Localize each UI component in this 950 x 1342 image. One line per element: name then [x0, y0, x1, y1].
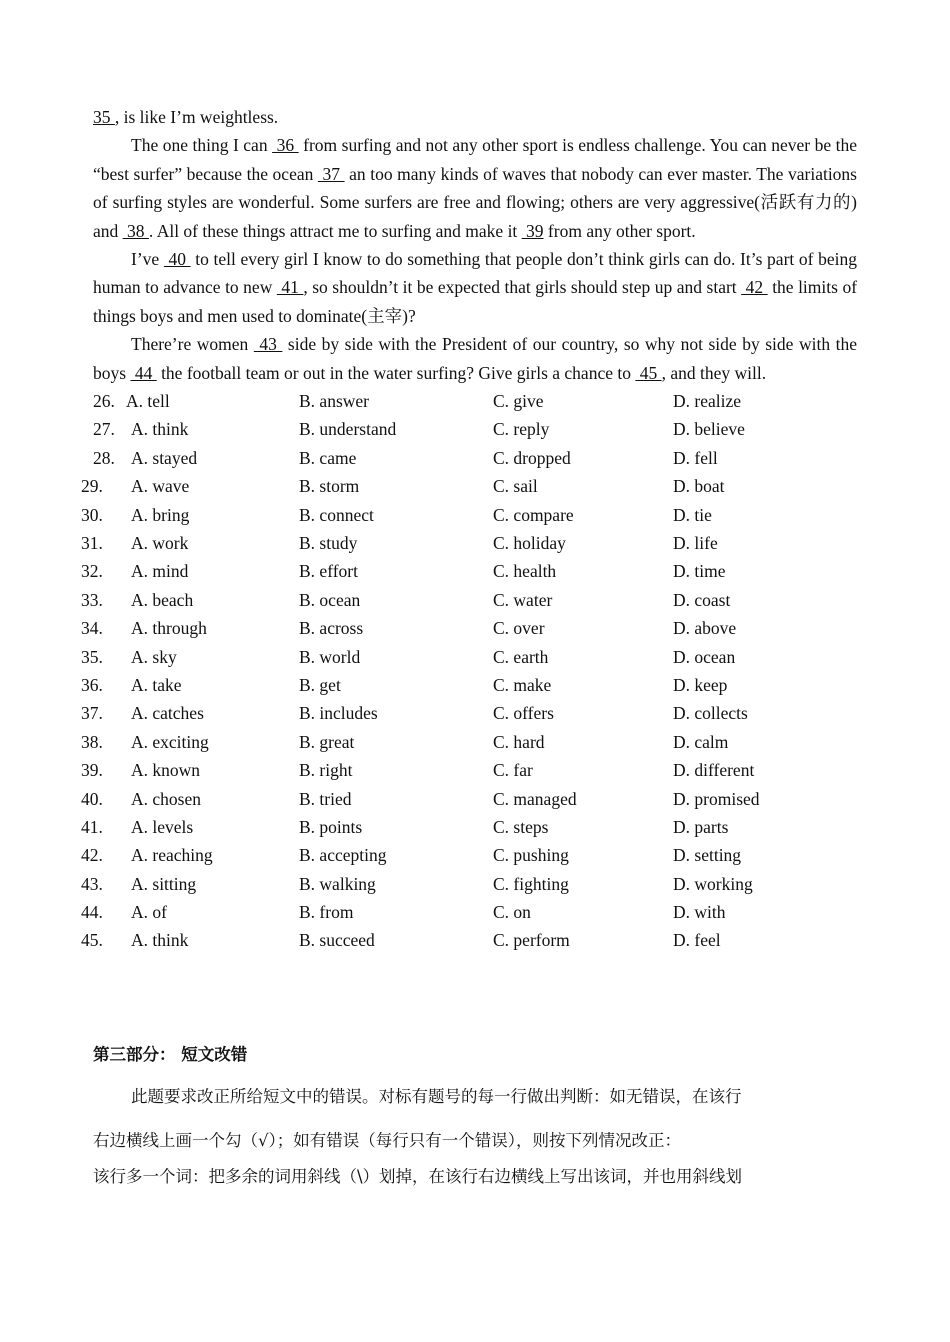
- option-d: D. believe: [673, 419, 745, 440]
- option-b: B. points: [299, 816, 363, 837]
- paragraph-text: I’ve: [131, 249, 164, 270]
- option-row: [81, 529, 857, 557]
- option-b: B. great: [299, 731, 355, 752]
- passage-area: [81, 103, 858, 955]
- option-c: C. offers: [493, 703, 554, 724]
- paragraph-1: [93, 103, 857, 131]
- option-d: D. collects: [673, 703, 748, 724]
- paragraph-text: the football team or out in the water surfing? Give girls a chance to: [156, 362, 636, 383]
- option-c: C. over: [493, 618, 545, 639]
- blank-42: 42: [741, 277, 768, 298]
- option-c: C. fighting: [493, 873, 569, 894]
- options-list: [81, 387, 857, 955]
- option-b: B. includes: [299, 703, 378, 724]
- blank-36: 36: [272, 135, 299, 156]
- instruction-line: 该行多一个词：把多余的词用斜线（\）划掉，在该行右边横线上写出该词，并也用斜线划: [93, 1167, 743, 1186]
- question-number: 43.: [81, 873, 103, 894]
- paragraph-text: There’re women: [131, 334, 254, 355]
- option-d: D. realize: [673, 391, 742, 412]
- option-c: C. holiday: [493, 533, 566, 554]
- option-a: A. through: [131, 618, 207, 639]
- option-a: A. think: [131, 930, 189, 951]
- question-number: 39.: [81, 760, 103, 781]
- option-row: [81, 586, 857, 614]
- option-c: C. water: [493, 589, 553, 610]
- option-c: C. on: [493, 902, 531, 923]
- question-number: 45.: [81, 930, 103, 951]
- option-b: B. world: [299, 646, 361, 667]
- option-c: C. compare: [493, 504, 574, 525]
- option-b: B. tried: [299, 788, 352, 809]
- option-b: B. understand: [299, 419, 397, 440]
- option-d: D. fell: [673, 447, 718, 468]
- option-a: A. take: [131, 674, 182, 695]
- blank-41: 41: [276, 277, 304, 298]
- paragraph-text: from any other sport.: [543, 220, 696, 241]
- option-row: [81, 756, 857, 784]
- question-number: 27.: [93, 419, 115, 440]
- question-number: 42.: [81, 845, 103, 866]
- blank-39: 39: [521, 220, 544, 241]
- option-a: A. sitting: [131, 873, 197, 894]
- option-d: D. working: [673, 873, 753, 894]
- option-row: [81, 643, 857, 671]
- option-b: B. connect: [299, 504, 374, 525]
- option-row: [93, 444, 857, 472]
- question-number: 30.: [81, 504, 103, 525]
- option-b: B. effort: [299, 561, 358, 582]
- option-b: B. ocean: [299, 589, 361, 610]
- option-row: [81, 671, 857, 699]
- option-row: [93, 387, 857, 415]
- blank-40: 40: [163, 249, 191, 270]
- question-number: 33.: [81, 589, 103, 610]
- option-d: D. calm: [673, 731, 729, 752]
- question-number: 38.: [81, 731, 103, 752]
- option-d: D. keep: [673, 674, 728, 695]
- option-a: A. levels: [131, 816, 194, 837]
- option-row: [81, 926, 857, 954]
- option-a: A. stayed: [131, 447, 198, 468]
- paragraph-text: , and they will.: [661, 362, 767, 383]
- option-c: C. far: [493, 760, 533, 781]
- option-d: D. setting: [673, 845, 742, 866]
- paragraph-text: , so shouldn’t it be expected that girls should step up and start: [303, 277, 742, 298]
- paragraph-3: [93, 245, 857, 330]
- option-d: D. above: [673, 618, 737, 639]
- option-row: [81, 785, 857, 813]
- option-d: D. ocean: [673, 646, 736, 667]
- paragraph-4: [93, 330, 857, 387]
- option-a: A. catches: [131, 703, 204, 724]
- option-c: C. reply: [493, 419, 550, 440]
- option-row: [81, 898, 857, 926]
- paragraph-text: The one thing I can: [131, 135, 273, 156]
- paragraph-text: , is like I’m weightless.: [114, 107, 279, 127]
- option-d: D. parts: [673, 816, 729, 837]
- question-number: 44.: [81, 902, 103, 923]
- option-c: C. make: [493, 674, 552, 695]
- question-number: 37.: [81, 703, 103, 724]
- paragraph-text: an too many kinds of waves that nobody can ever master. The variations of surfing styles are wonderful. Some surfers are free and flowing; others are very aggressive(活跃有力的) and: [93, 163, 857, 241]
- question-number: 35.: [81, 646, 103, 667]
- blank-43: 43: [253, 334, 283, 355]
- option-d: D. boat: [673, 476, 725, 497]
- option-c: C. give: [493, 391, 544, 412]
- option-row: [81, 841, 857, 869]
- question-number: 31.: [81, 533, 103, 554]
- option-c: C. managed: [493, 788, 577, 809]
- question-number: 41.: [81, 816, 103, 837]
- option-a: A. known: [131, 760, 201, 781]
- option-a: A. reaching: [131, 845, 213, 866]
- option-row: [81, 557, 857, 585]
- paragraph-text: side by side with the President of our country, so why not side by side with the boys: [93, 334, 857, 383]
- option-b: B. answer: [299, 391, 369, 412]
- option-row: [81, 614, 857, 642]
- option-b: B. across: [299, 618, 364, 639]
- question-number: 26.: [93, 391, 115, 412]
- option-b: B. right: [299, 760, 353, 781]
- option-a: A. beach: [131, 589, 194, 610]
- instruction-line: 此题要求改正所给短文中的错误。对标有题号的每一行做出判断：如无错误，在该行: [131, 1087, 742, 1106]
- blank-38: 38: [122, 220, 149, 241]
- option-b: B. walking: [299, 873, 376, 894]
- instruction-line: 右边横线上画一个勾（√）；如有错误（每行只有一个错误），则按下列情况改正：: [93, 1131, 682, 1150]
- option-a: A. chosen: [131, 788, 201, 809]
- option-row: [81, 699, 857, 727]
- option-a: A. sky: [131, 646, 177, 667]
- paragraph-text: the limits of things boys and men used to dominate(主宰)?: [93, 277, 858, 326]
- option-b: B. storm: [299, 476, 360, 497]
- option-c: C. pushing: [493, 845, 569, 866]
- section-title: 第三部分： 短文改错: [93, 1045, 248, 1064]
- option-b: B. accepting: [299, 845, 387, 866]
- option-row: [81, 472, 857, 500]
- option-a: A. exciting: [131, 731, 209, 752]
- question-number: 32.: [81, 561, 103, 582]
- option-a: A. work: [131, 533, 189, 554]
- option-d: D. coast: [673, 589, 731, 610]
- option-c: C. earth: [493, 646, 549, 667]
- option-row: [81, 813, 857, 841]
- option-c: C. dropped: [493, 447, 571, 468]
- question-number: 34.: [81, 618, 103, 639]
- option-c: C. hard: [493, 731, 545, 752]
- blank-44: 44: [130, 362, 157, 383]
- option-c: C. perform: [493, 930, 570, 951]
- option-b: B. came: [299, 447, 357, 468]
- option-b: B. study: [299, 533, 358, 554]
- blank-35: 35: [93, 107, 115, 127]
- blank-45: 45: [635, 362, 662, 383]
- paragraph-text: . All of these things attract me to surfing and make it: [148, 220, 522, 241]
- option-a: A. of: [131, 902, 167, 923]
- option-b: B. succeed: [299, 930, 375, 951]
- option-a: A. bring: [131, 504, 190, 525]
- option-row: [81, 501, 857, 529]
- question-number: 29.: [81, 476, 103, 497]
- option-c: C. health: [493, 561, 557, 582]
- option-d: D. different: [673, 760, 755, 781]
- option-a: A. tell: [126, 391, 170, 412]
- section-3: [93, 1040, 857, 1192]
- option-a: A. think: [131, 419, 189, 440]
- blank-37: 37: [317, 163, 345, 184]
- option-row: [81, 870, 857, 898]
- option-d: D. promised: [673, 788, 760, 809]
- option-b: B. from: [299, 902, 354, 923]
- option-d: D. time: [673, 561, 726, 582]
- option-d: D. life: [673, 533, 718, 554]
- option-b: B. get: [299, 674, 341, 695]
- option-d: D. with: [673, 902, 726, 923]
- question-number: 28.: [93, 447, 115, 468]
- question-number: 36.: [81, 674, 103, 695]
- option-row: [81, 728, 857, 756]
- option-c: C. steps: [493, 816, 549, 837]
- paragraph-text: to tell every girl I know to do something that people don’t think girls can do. It’s part of being human to advance to new: [93, 249, 857, 298]
- option-c: C. sail: [493, 476, 538, 497]
- option-a: A. mind: [131, 561, 189, 582]
- option-row: [93, 415, 857, 443]
- option-a: A. wave: [131, 476, 190, 497]
- option-d: D. tie: [673, 504, 712, 525]
- paragraph-text: from surfing and not any other sport is endless challenge. You can never be the “best surfer” because the ocean: [93, 135, 858, 184]
- paragraph-2: [93, 131, 857, 245]
- question-number: 40.: [81, 788, 103, 809]
- option-d: D. feel: [673, 930, 721, 951]
